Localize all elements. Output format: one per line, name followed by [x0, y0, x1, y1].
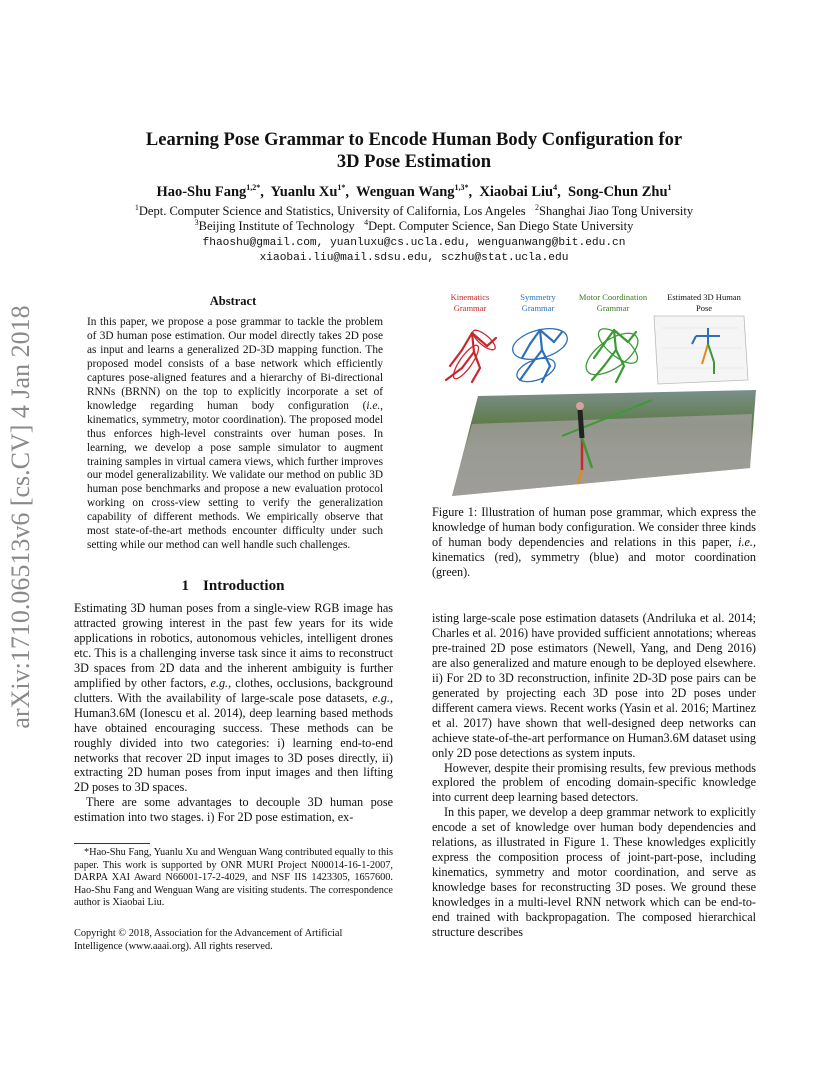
- paper-title: [60, 129, 768, 173]
- motor-label-2: Grammar: [596, 303, 630, 313]
- copyright-notice: Copyright © 2018, Association for the Advancement of Artificial Intelligence (www.aaai.org). All rights reserved.: [74, 928, 343, 952]
- kinematics-skeleton: [446, 327, 498, 382]
- figure-1: [432, 288, 756, 496]
- estimated-pose-label-1: Estimated 3D Human: [667, 292, 741, 302]
- symmetry-label-2: Grammar: [521, 303, 555, 313]
- footnote: *Hao-Shu Fang, Yuanlu Xu and Wenguan Wang contributed equally to this paper. This work is supported by ONR MURI Project N00014-16-1-2007, DARPA XAI Award N66001-17-2-4029, and NSF IIS 1423305, 1657600. Hao-Shu Fang and Wenguan Wang are visiting students. The correspondence author is Xiaobai Liu.: [74, 847, 394, 909]
- intro-left-column: [74, 601, 393, 825]
- arxiv-identifier: [2, 282, 40, 752]
- estimated-pose-label-2: Pose: [695, 303, 713, 313]
- figure-caption: Figure 1: Illustration of human pose grammar, which express the knowledge of human body configuration. We consider three kinds of human body dependencies and relations in this paper, i.e., kinematics (red), symmetry (blue) and motor coordination (green).: [432, 505, 756, 579]
- figure-1-graphic: [432, 288, 756, 496]
- author-3: Wenguan Wang$^{1,3*}$: [356, 183, 469, 200]
- intro-right-paragraph-1: isting large-scale pose estimation datasets (Andriluka et al. 2014; Charles et al. 2016) have provided sufficient annotations; whereas pre-trained 2D pose estimators (Newell, Yang, and Deng 2016) are also generalized and mature enough to be deployed elsewhere. ii) For 2D to 3D reconstruction, infinite 2D-3D pose pairs can be generated by projecting each 3D pose into 2D poses under different camera views. Recent works (Yasin et al. 2016; Martinez et al. 2017) have shown that well-designed deep networks can achieve state-of-the-art performance on Human3.6M dataset using only 2D pose detections as system inputs.: [432, 611, 756, 760]
- author-list: Hao-Shu Fang$^{1,2*}$, Yuanlu $Xu^{1*}$, Wenguan Wang$^{1,3*}$, Xiaobai Liu$^4$, Song-Chun Zhu$^1$: [156, 183, 672, 200]
- author-5: Song-Chun Zhu$^1$: [568, 183, 672, 200]
- section-title: Introduction: [203, 578, 285, 594]
- author-1: Hao-Shu Fang$^{1,2*}$: [156, 183, 261, 200]
- email-line-2: xiaobai.liu@mail.sdsu.edu, sczhu@stat.ucla.edu: [259, 252, 569, 264]
- kinematics-label-2: Grammar: [453, 303, 487, 313]
- intro-right-paragraph-2: However, despite their promising results, few previous methods explored the problem of encoding domain-specific knowledge into current deep learning based detectors.: [432, 760, 756, 805]
- symmetry-label-1: Symmetry: [520, 292, 556, 302]
- symmetry-skeleton: [509, 323, 570, 386]
- estimated-3d-pose-plot: [654, 316, 748, 384]
- section-heading: [74, 578, 392, 595]
- intro-paragraph-2: There are some advantages to decouple 3D human pose estimation into two stages. i) For 2D pose estimation, ex-: [74, 795, 393, 825]
- footnote-rule: [74, 843, 150, 844]
- motor-label-1: Motor Coordination: [578, 292, 648, 302]
- section-number: 1: [181, 578, 190, 594]
- author-2: Yuanlu $Xu^{1*}$: [270, 183, 346, 200]
- title-line-1: Learning Pose Grammar to Encode Human Body Configuration for: [145, 130, 683, 150]
- kinematics-label-1: Kinematics: [450, 292, 490, 302]
- author-4: Xiaobai Liu$^4$: [479, 183, 558, 200]
- motor-coordination-skeleton: [579, 323, 644, 383]
- affiliation-line-1: $^1$Dept. Computer Science and Statistics, University of California, Los Angeles $^2$Shanghai Jiao Tong University: [134, 202, 694, 218]
- arxiv-identifier-text: arXiv:1710.06513v6 [cs.CV] 4 Jan 2018: [6, 305, 35, 729]
- intro-right-column: [432, 611, 756, 940]
- abstract-text: In this paper, we propose a pose grammar to tackle the problem of 3D human pose estimation. Our model directly takes 2D pose as input and learns a generalized 2D-3D mapping function. The proposed model consists of a base network which efficiently captures pose-aligned features and a hierarchy of Bi-directional RNNs (BRNN) on the top to explicitly incorporate a set of knowledge regarding human body configuration (i.e., kinematics, symmetry, motor coordination). The proposed model thus enforces high-level constraints over human poses. In learning, we develop a pose sample simulator to augment training samples in virtual camera views, which further improves our model generalizability. We validate our method on public 3D human pose benchmarks and propose a new evaluation protocol working on cross-view setting to verify the generalization capability of different methods. We empirically observe that most state-of-the-art methods encounter difficulty under such setting while our method can well handle such challenges.: [87, 316, 383, 552]
- skateboarder-photo: [452, 390, 756, 496]
- title-line-2: 3D Pose Estimation: [336, 152, 492, 172]
- affiliation-line-2: $^3$Beijing Institute of Technology $^4$Dept. Computer Science, San Diego State University: [194, 217, 634, 233]
- intro-paragraph-1: Estimating 3D human poses from a single-view RGB image has attracted growing interest in the past few years for its wide applications in robotics, autonomous vehicles, intelligent drones etc. This is a challenging inverse task since it aims to reconstruct 3D spaces from 2D data and the inherent ambiguity is further amplified by other factors, e.g., clothes, occlusions, background clutters. With the availability of large-scale pose datasets, e.g., Human3.6M (Ionescu et al. 2014), deep learning based methods have obtained encouraging success. These methods can be roughly divided into two categories: i) learning end-to-end networks that recover 2D input images to 3D poses directly, ii) extracting 2D human poses from input images and then lifting 2D poses to 3D spaces.: [74, 601, 393, 795]
- intro-right-paragraph-3: In this paper, we develop a deep grammar network to explicitly encode a set of knowledge over human body dependencies and relations, as illustrated in Figure 1. These knowledges explicitly express the composition process of joint-part-pose, including kinematics, symmetry and motor coordination, and serve as knowledge bases for reconstructing 3D poses. We ground these knowledges in a multi-level RNN network which can be end-to-end trained with backpropagation. The composed hierarchical structure describes: [432, 805, 756, 940]
- abstract-heading: Abstract: [209, 294, 257, 308]
- email-line-1: fhaoshu@gmail.com, yuanluxu@cs.ucla.edu, wenguanwang@bit.edu.cn: [202, 237, 626, 249]
